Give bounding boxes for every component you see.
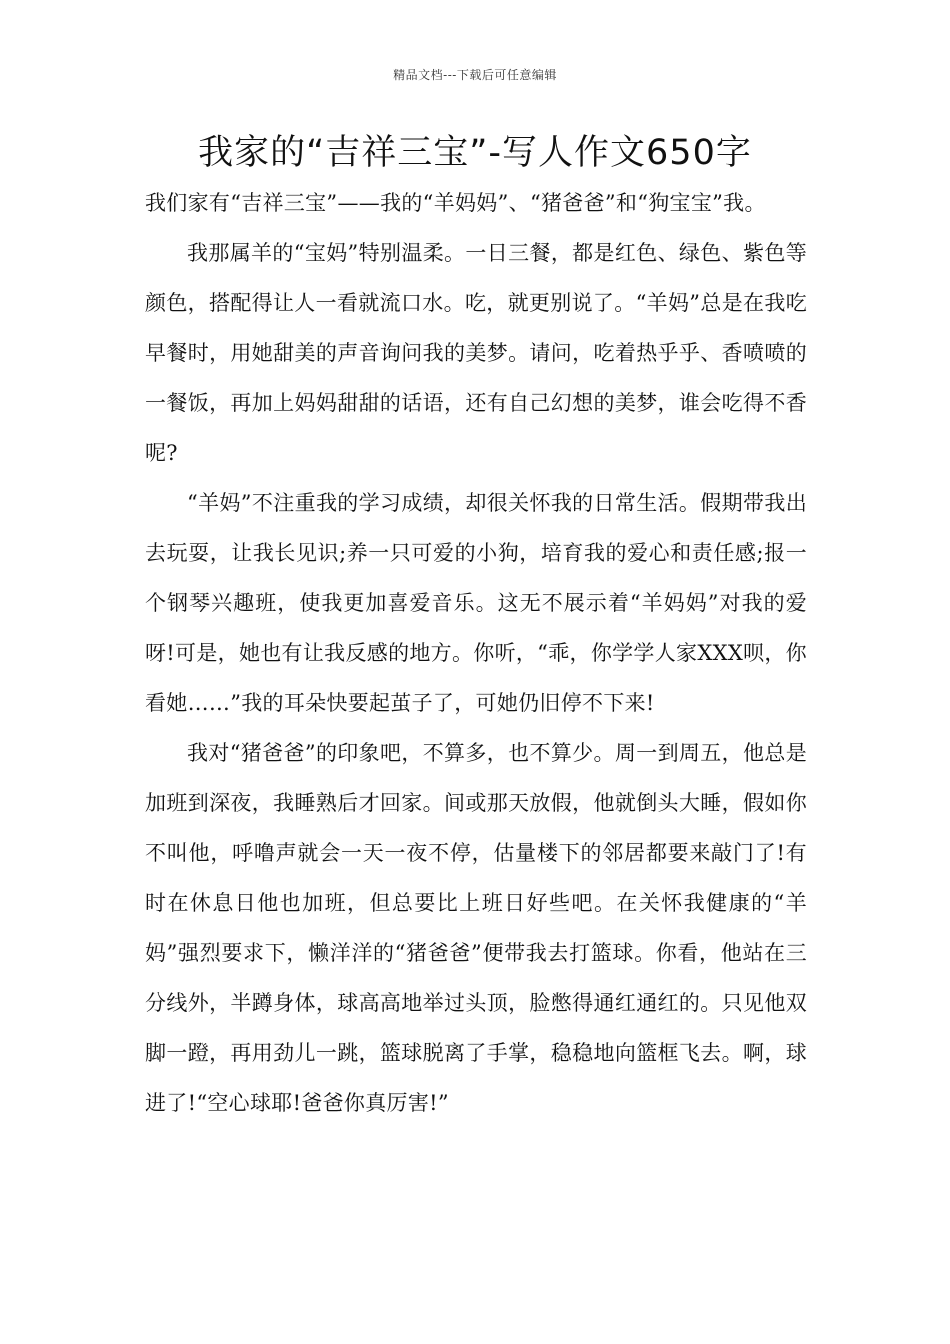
- document-title: 我家的“吉祥三宝”-写人作文650字: [198, 133, 752, 173]
- paragraph-dad: 我对“猪爸爸”的印象吧，不算多，也不算少。周一到周五，他总是加班到深夜，我睡熟后才回家。间或那天放假，他就倒头大睡，假如你不叫他，呼噜声就会一天一夜不停，估量楼下的邻居都要来敲门了!有时在休息日他也加班，但总要比上班日好些吧。在关怀我健康的“羊妈”强烈要求下，懒洋洋的“猪爸爸”便带我去打篮球。你看，他站在三分线外，半蹲身体，球高高地举过头顶，脸憋得通红通红的。只见他双脚一蹬，再用劲儿一跳，篮球脱离了手掌，稳稳地向篮框飞去。啊，球进了!“空心球耶!爸爸你真厉害!”: [145, 741, 807, 1115]
- document-body: [145, 178, 807, 1128]
- paragraph-mom-gentle: 我那属羊的“宝妈”特别温柔。一日三餐，都是红色、绿色、紫色等颜色，搭配得让人一看就流口水。吃，就更别说了。“羊妈”总是在我吃早餐时，用她甜美的声音询问我的美梦。请问，吃着热乎乎、香喷喷的一餐饭，再加上妈妈甜甜的话语，还有自己幻想的美梦，谁会吃得不香呢?: [145, 241, 807, 465]
- header-note: 精品文档---下载后可任意编辑: [393, 68, 557, 82]
- paragraph-mom-care: “羊妈”不注重我的学习成绩，却很关怀我的日常生活。假期带我出去玩耍，让我长见识;养一只可爱的小狗，培育我的爱心和责任感;报一个钢琴兴趣班，使我更加喜爱音乐。这无不展示着“羊妈妈”对我的爱呀!可是，她也有让我反感的地方。你听，“乖，你学学人家XXX呗，你看她……”我的耳朵快要起茧子了，可她仍旧停不下来!: [145, 491, 807, 715]
- paragraph-intro: 我们家有“吉祥三宝”——我的“羊妈妈”、“猪爸爸”和“狗宝宝”我。: [145, 191, 766, 215]
